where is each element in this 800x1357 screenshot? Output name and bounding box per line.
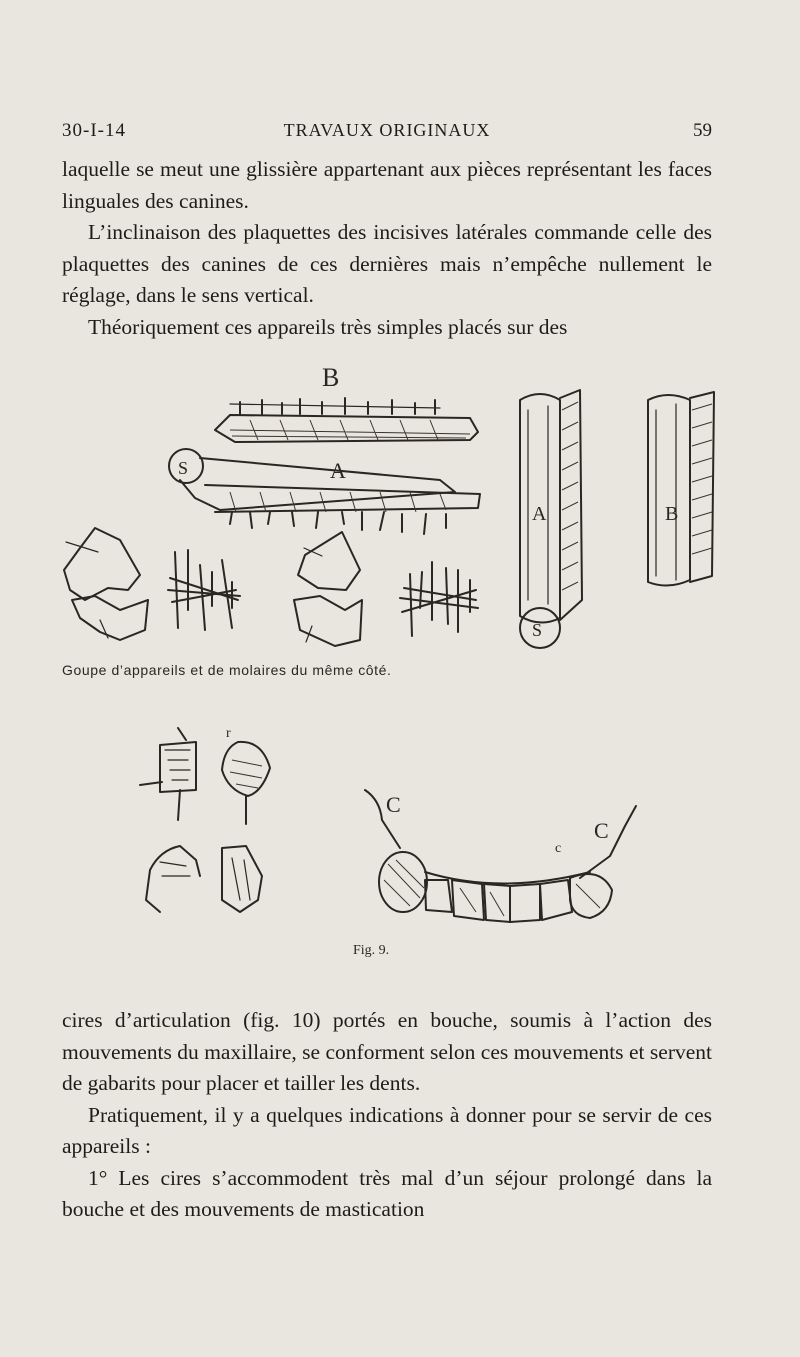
page-number: 59 [693,120,712,141]
section-title: TRAVAUX ORIGINAUX [283,120,491,140]
paragraph-theory: Théoriquement ces appareils très simples placés sur des [88,314,568,339]
paragraph-waxes: cires d’articulation (fig. 10) portés en bouche, soumis à l’action des mouvements du maxillaire, se conforment selon ces mouvements et servent de gabarits pour placer et tailler les dents. [62,1008,712,1095]
rod-b-drawing [648,392,714,586]
molar-group-drawing [64,528,478,646]
label-c-left: C [386,792,401,817]
body-text-bottom [62,1005,712,1226]
issue-date: 30-I-14 [62,120,126,141]
figure-caption-group: Goupe d’appareils et de molaires du même côté. [62,662,392,678]
appliance-a-drawing [169,449,480,534]
small-parts-drawing [140,726,270,912]
figure-caption-number: Fig. 9. [353,943,390,958]
dental-arch-drawing [365,790,636,922]
label-a-vertical: A [532,503,547,525]
label-s-left: S [178,458,189,478]
label-c-lower: c [555,841,562,856]
paragraph-inclination: L’inclinaison des plaquettes des incisives latérales commande celle des plaquettes des canines de ces dernières mais n’empêche nullement le réglage, dans le sens vertical. [62,220,712,307]
appliance-b-drawing [215,363,478,442]
label-b-vertical: B [665,503,679,525]
label-c-right: C [594,818,609,843]
label-b-top: B [322,363,340,392]
paragraph-point-one: 1° Les cires s’accommodent très mal d’un séjour prolongé dans la bouche et des mouvements de mastication [62,1165,712,1221]
label-s-bottom: S [532,620,543,640]
rod-a-drawing [520,390,582,648]
label-r-small: r [226,726,231,741]
paragraph-continuation: laquelle se meut une glissière appartenant aux pièces représentant les faces linguales des canines. [62,157,712,213]
label-a-center: A [330,458,346,483]
paragraph-practice: Pratiquement, il y a quelques indications à donner pour se servir de ces appareils : [62,1102,712,1158]
